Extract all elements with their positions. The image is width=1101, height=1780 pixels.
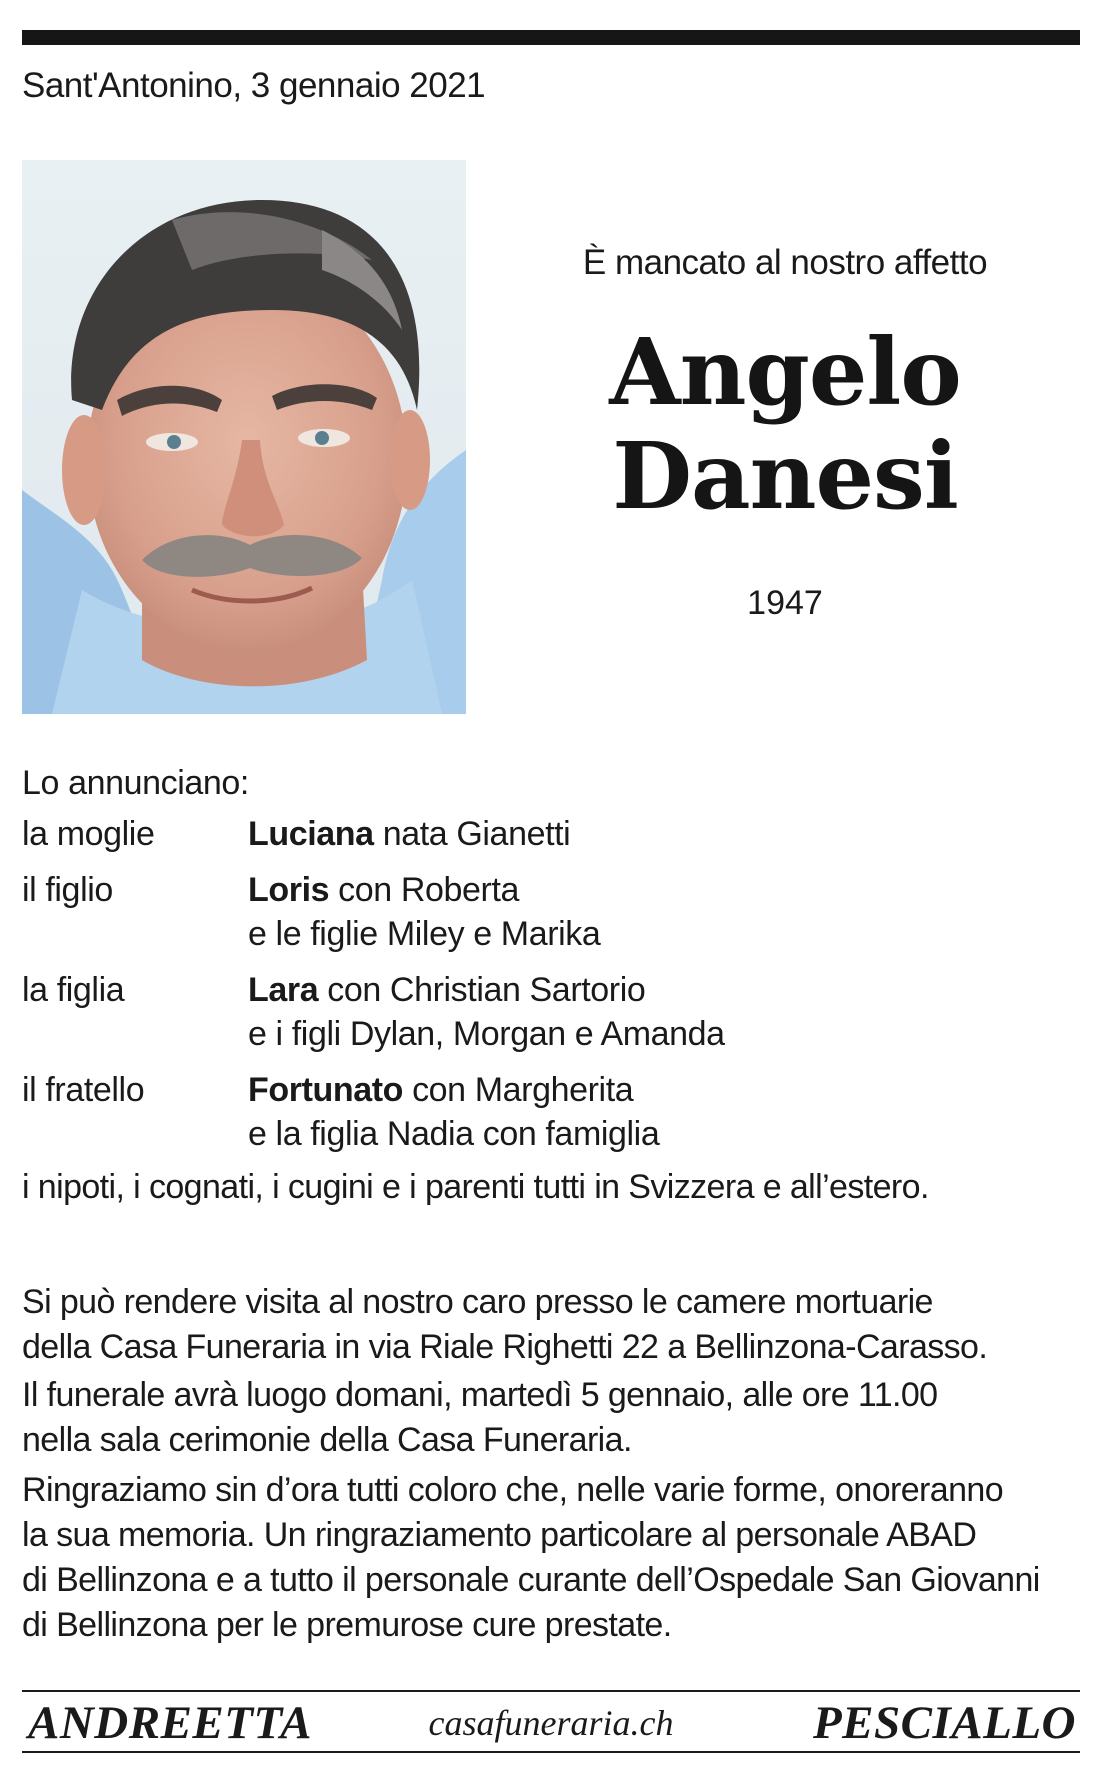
footer-right-brand: PESCIALLO [812, 1697, 1076, 1749]
relative-rest: con Christian Sartorio [318, 971, 646, 1009]
relative-label: il fratello [22, 1071, 145, 1109]
relative-text [248, 968, 725, 1056]
paragraph-line: della Casa Funeraria in via Riale Righetti 22 a Bellinzona-Carasso. [22, 1328, 988, 1366]
relative-text [248, 868, 600, 956]
top-rule [22, 30, 1080, 45]
footer-website: casafuneraria.ch [428, 1703, 674, 1743]
relative-name: Loris [248, 871, 330, 909]
paragraph-line: nella sala cerimonie della Casa Funeraria. [22, 1421, 632, 1459]
announce-label: Lo annunciano: [22, 764, 249, 802]
relative-rest: nata Gianetti [373, 815, 571, 853]
other-relatives: i nipoti, i cognati, i cugini e i parenti tutti in Svizzera e all’estero. [22, 1168, 929, 1206]
footer-rule-top [22, 1690, 1080, 1692]
relative-label: la moglie [22, 815, 155, 853]
birth-year: 1947 [747, 584, 823, 622]
relative-line2: e i figli Dylan, Morgan e Amanda [248, 1015, 725, 1053]
relative-label: il figlio [22, 871, 113, 909]
relative-label: la figlia [22, 971, 125, 1009]
relative-line2: e la figlia Nadia con famiglia [248, 1115, 660, 1153]
relative-name: Fortunato [248, 1071, 404, 1109]
relative-line2: e le figlie Miley e Marika [248, 915, 601, 953]
relative-name: Luciana [248, 815, 374, 853]
relative-row [22, 868, 1082, 956]
paragraph-line: di Bellinzona e a tutto il personale curante dell’Ospedale San Giovanni [22, 1561, 1040, 1599]
deceased-name [560, 320, 1010, 528]
relative-row [22, 1068, 1082, 1156]
relative-rest: con Margherita [403, 1071, 634, 1109]
relative-text [248, 812, 570, 856]
relative-text [248, 1068, 659, 1156]
paragraph-line: Il funerale avrà luogo domani, martedì 5 gennaio, alle ore 11.00 [22, 1376, 938, 1414]
thanks-paragraph [22, 1468, 1080, 1648]
visit-paragraph [22, 1280, 1080, 1370]
paragraph-line: Ringraziamo sin d’ora tutti coloro che, nelle varie forme, onoreranno [22, 1471, 1004, 1509]
paragraph-line: Si può rendere visita al nostro caro presso le camere mortuarie [22, 1283, 933, 1321]
relative-row [22, 812, 1082, 856]
footer-rule-bottom [22, 1751, 1080, 1753]
intro-text: È mancato al nostro affetto [582, 243, 988, 282]
relatives-list [22, 812, 1082, 1168]
relative-rest: con Roberta [329, 871, 519, 909]
funeral-paragraph [22, 1373, 1080, 1463]
paragraph-line: la sua memoria. Un ringraziamento particolare al personale ABAD [22, 1516, 977, 1554]
relative-name: Lara [248, 971, 319, 1009]
relative-row [22, 968, 1082, 1056]
portrait-photo [22, 160, 466, 714]
footer [22, 1694, 1080, 1750]
last-name: Danesi [612, 422, 958, 530]
paragraph-line: di Bellinzona per le premurose cure prestate. [22, 1606, 672, 1644]
place-date: Sant'Antonino, 3 gennaio 2021 [22, 66, 486, 105]
footer-left-brand: ANDREETTA [28, 1697, 312, 1749]
first-name: Angelo [609, 318, 961, 426]
